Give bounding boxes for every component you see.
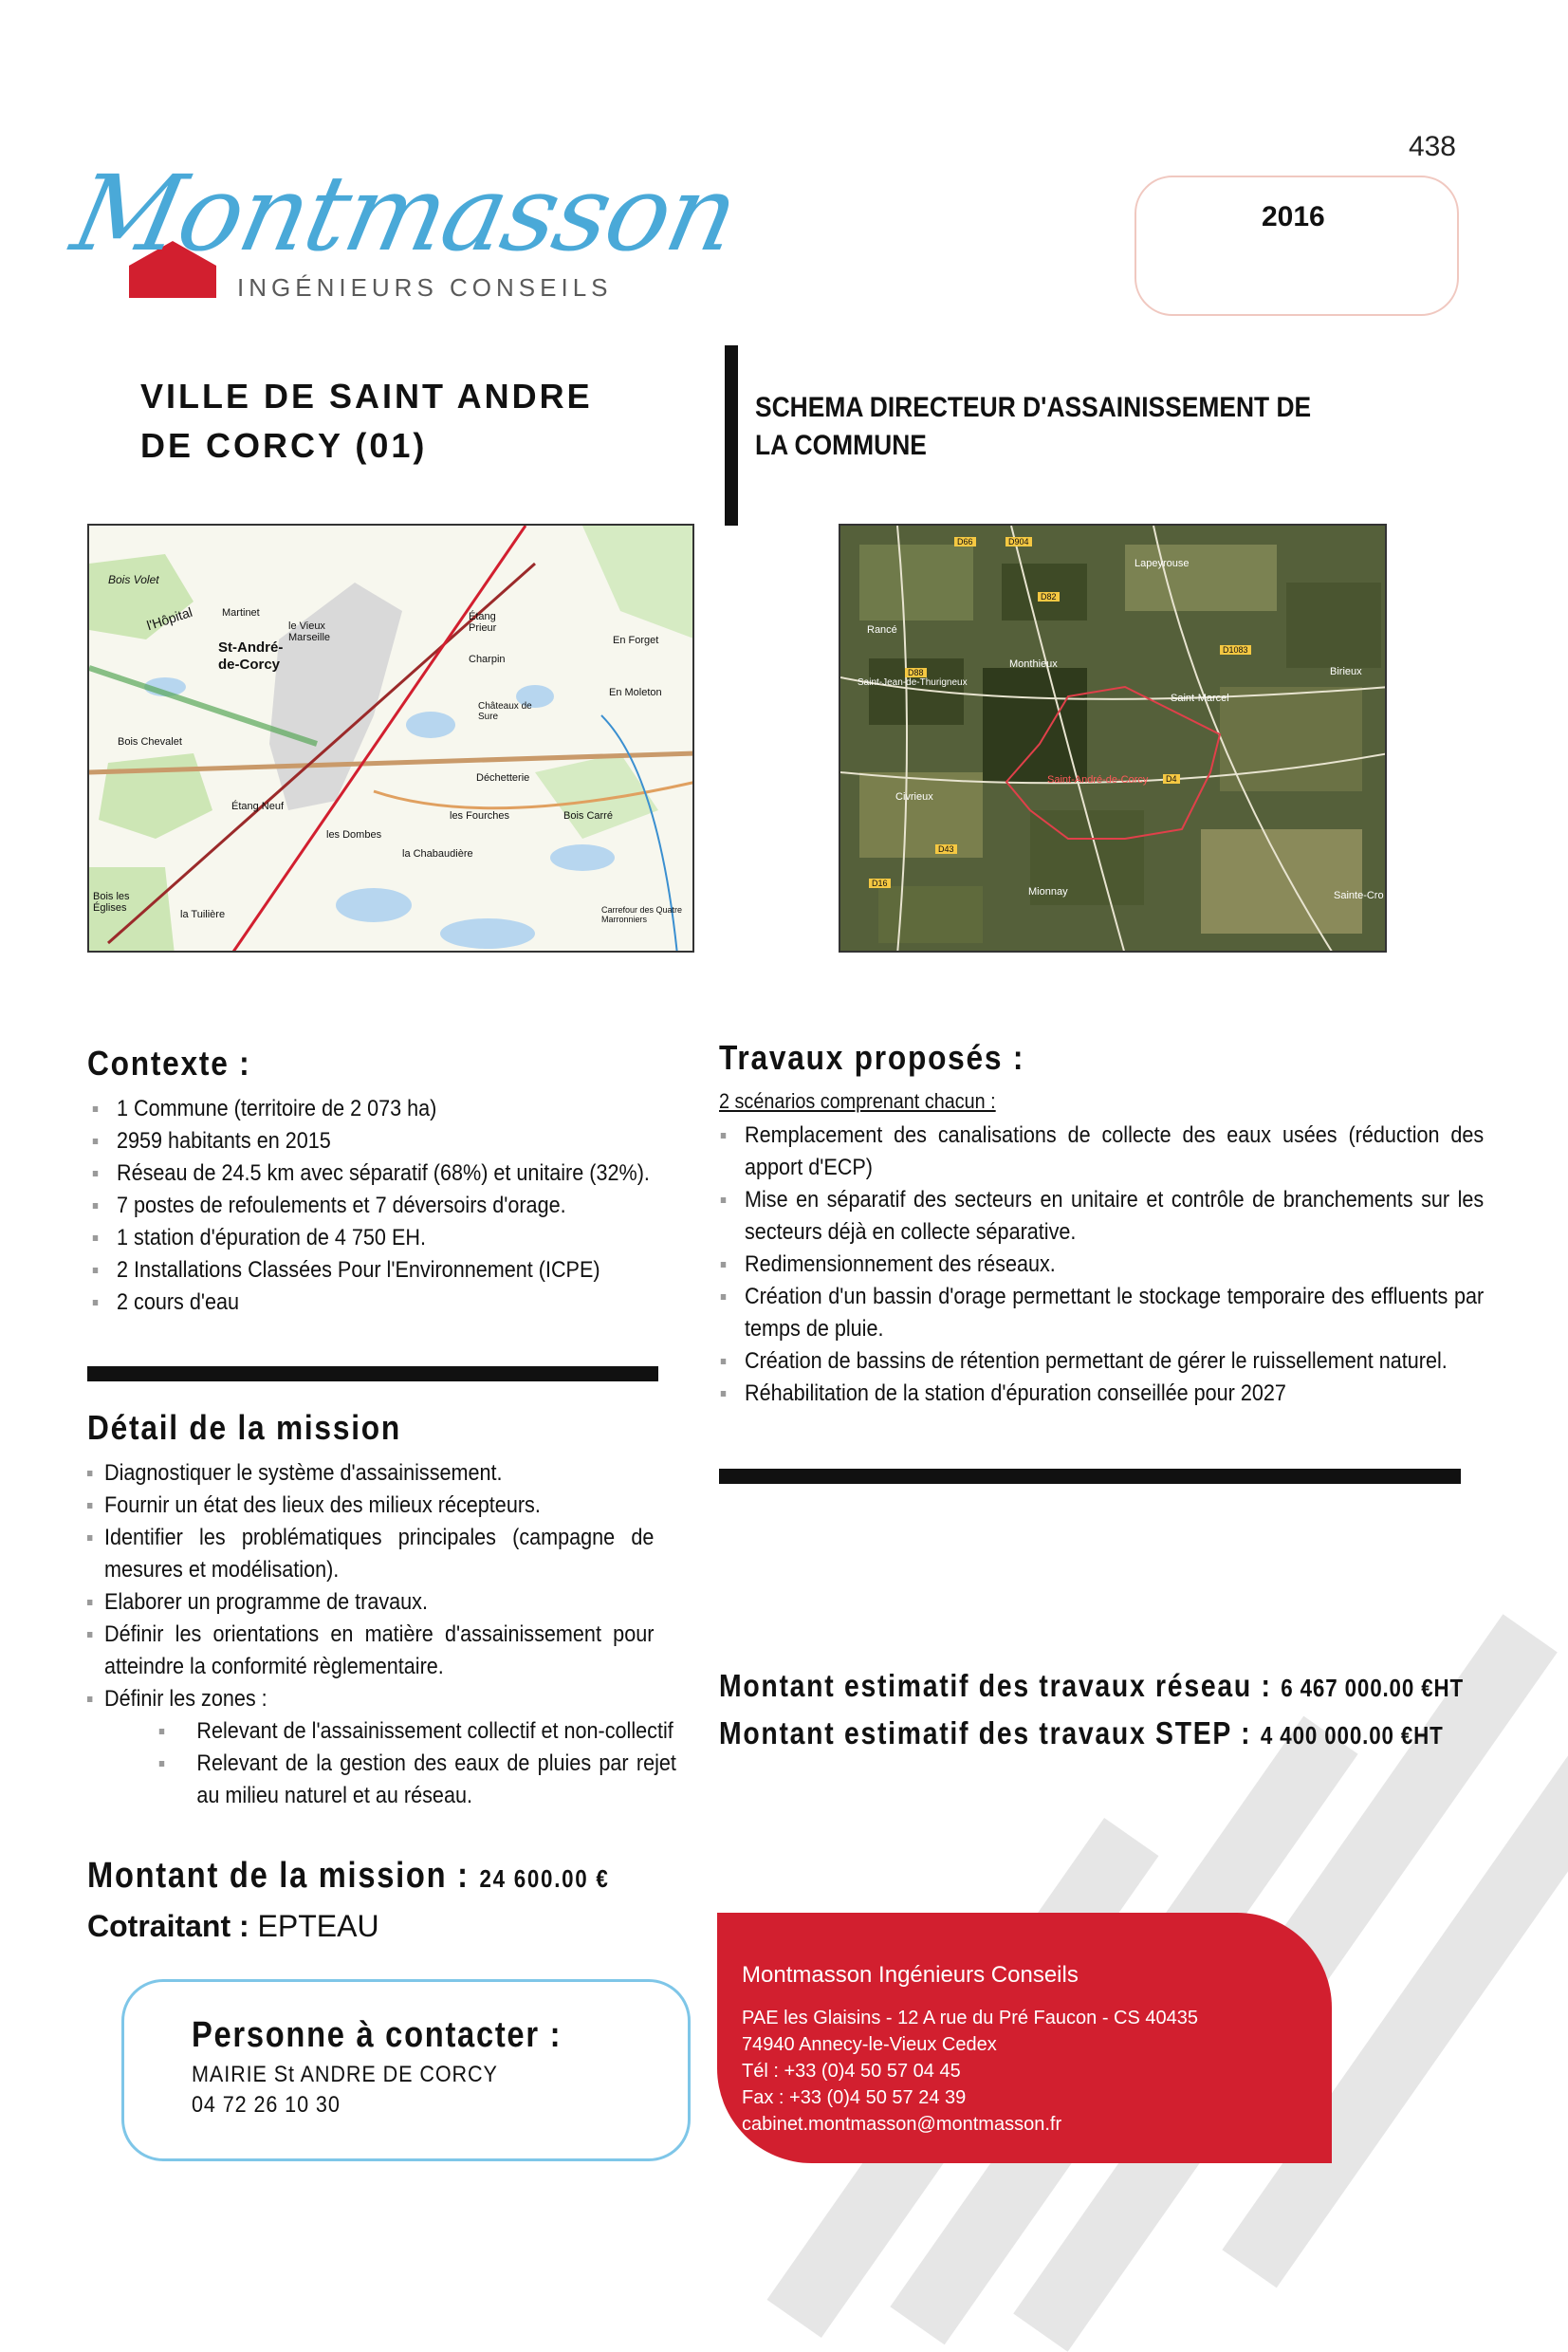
project-title: SCHEMA DIRECTEUR D'ASSAINISSEMENT DE LA COMMUNE xyxy=(755,392,1312,461)
mission-amount-label: Montant de la mission : xyxy=(87,1856,470,1896)
mission-amount-value: 24 600.00 € xyxy=(479,1864,610,1893)
list-item: Définir les zones : xyxy=(87,1683,654,1715)
map-label: Martinet xyxy=(222,607,260,619)
list-item: Redimensionnement des réseaux. xyxy=(719,1249,1484,1281)
road-marker: D1083 xyxy=(1220,645,1251,655)
list-item: Création d'un bassin d'orage permettant le stockage temporaire des effluents par temps de pluie. xyxy=(719,1281,1484,1345)
list-item: 2 cours d'eau xyxy=(91,1287,679,1319)
contact-heading: Personne à contacter : xyxy=(192,2015,563,2055)
map-label: le Vieux Marseille xyxy=(288,620,331,643)
map-label: Déchetterie xyxy=(476,772,530,784)
map-label: la Chabaudière xyxy=(402,848,473,860)
sat-commune-label: Saint-André-de-Corcy xyxy=(1047,774,1149,786)
list-item: Création de bassins de rétention permettant de gérer le ruissellement naturel. xyxy=(719,1345,1484,1378)
footer-email[interactable]: cabinet.montmasson@montmasson.fr xyxy=(742,2114,1062,2135)
travaux-heading: Travaux proposés : xyxy=(719,1038,1025,1077)
amount-reseau-value: 6 467 000.00 €HT xyxy=(1281,1674,1465,1702)
list-item: Mise en séparatif des secteurs en unitaire et contrôle de branchements sur les secteurs déjà en collecte séparative. xyxy=(719,1184,1484,1249)
sat-label: Mionnay xyxy=(1028,886,1068,898)
list-item: 1 station d'épuration de 4 750 EH. xyxy=(91,1222,679,1254)
cotraitant xyxy=(87,1909,379,1944)
sat-label: Rancé xyxy=(867,624,897,636)
year: 2016 xyxy=(1262,201,1325,232)
topographic-map xyxy=(87,524,694,953)
map-town-label: St-André-de-Corcy xyxy=(218,639,284,673)
road-marker: D43 xyxy=(935,844,957,854)
map-label: Bois Volet xyxy=(108,573,159,586)
contexte-list xyxy=(91,1093,655,1319)
road-marker: D904 xyxy=(1005,537,1032,546)
section-divider xyxy=(719,1469,1461,1484)
map-label: Bois les Églises xyxy=(93,891,130,914)
road-marker: D16 xyxy=(869,879,891,888)
logo-script-text: Montmasson xyxy=(63,153,747,274)
amount-step-value: 4 400 000.00 €HT xyxy=(1260,1721,1444,1750)
list-item: Elaborer un programme de travaux. xyxy=(87,1586,654,1619)
sat-label: Lapeyrouse xyxy=(1134,558,1190,569)
travaux-list xyxy=(719,1120,1485,1410)
footer-company: Montmasson Ingénieurs Conseils xyxy=(742,1962,1079,1988)
map-label: Charpin xyxy=(469,654,506,665)
list-item: Fournir un état des lieux des milieux récepteurs. xyxy=(87,1490,654,1522)
road-marker: D66 xyxy=(954,537,976,546)
client-title: VILLE DE SAINT ANDRE DE CORCY (01) xyxy=(140,377,593,465)
list-item: Réhabilitation de la station d'épuration conseillée pour 2027 xyxy=(719,1378,1484,1410)
list-item: 2959 habitants en 2015 xyxy=(91,1125,679,1157)
mission-amount xyxy=(87,1856,610,1897)
map-label: En Moleton xyxy=(609,687,662,698)
company-contact-card xyxy=(717,1913,1332,2163)
satellite-map xyxy=(839,524,1387,953)
footer-address2: 74940 Annecy-le-Vieux Cedex xyxy=(742,2034,997,2055)
year-box xyxy=(1134,176,1459,316)
sat-label: Civrieux xyxy=(895,791,933,803)
footer-address1: PAE les Glaisins - 12 A rue du Pré Faucon - CS 40435 xyxy=(742,2008,1198,2028)
amount-reseau-label: Montant estimatif des travaux réseau : xyxy=(719,1668,1272,1703)
title-divider xyxy=(725,345,738,526)
detail-sublist xyxy=(157,1715,676,1812)
list-item: Définir les orientations en matière d'assainissement pour atteindre la conformité règlementaire. xyxy=(87,1619,654,1683)
sat-label: Sainte-Cro xyxy=(1334,890,1384,901)
cotraitant-label: Cotraitant : xyxy=(87,1909,249,1943)
list-item: 7 postes de refoulements et 7 déversoirs d'orage. xyxy=(91,1190,679,1222)
cotraitant-value: EPTEAU xyxy=(257,1909,379,1943)
sublist-item: Relevant de l'assainissement collectif et non-collectif xyxy=(157,1715,676,1748)
sat-label: Saint-Jean-de-Thurigneux xyxy=(858,677,968,688)
page-number: 438 xyxy=(1408,131,1456,162)
detail-heading: Détail de la mission xyxy=(87,1408,401,1447)
map-label: les Dombes xyxy=(326,829,382,841)
travaux-intro: 2 scénarios comprenant chacun : xyxy=(719,1089,996,1113)
road-marker: D4 xyxy=(1163,774,1180,784)
sat-label: Monthieux xyxy=(1009,658,1058,670)
sat-label: Birieux xyxy=(1330,666,1362,677)
map-label: Bois Chevalet xyxy=(118,736,182,748)
section-divider xyxy=(87,1366,658,1381)
sat-map-drawing xyxy=(840,526,1387,953)
footer-tel: Tél : +33 (0)4 50 57 04 45 xyxy=(742,2061,961,2082)
list-item: 2 Installations Classées Pour l'Environnement (ICPE) xyxy=(91,1254,679,1287)
map-label: Châteaux de Sure xyxy=(478,701,532,722)
map-label: Étang Prieur xyxy=(469,611,497,634)
amount-step xyxy=(719,1715,1444,1751)
map-label: la Tuilière xyxy=(180,909,226,920)
contact-phone: 04 72 26 10 30 xyxy=(192,2092,341,2118)
road-marker: D82 xyxy=(1038,592,1060,602)
road-marker: D88 xyxy=(905,668,927,677)
amount-reseau xyxy=(719,1668,1464,1704)
contexte-heading: Contexte : xyxy=(87,1044,251,1083)
map-label: En Forget xyxy=(613,635,659,646)
map-label: l'Hôpital xyxy=(144,603,194,634)
map-label: Bois Carré xyxy=(563,810,613,822)
map-label: les Fourches xyxy=(450,810,509,822)
detail-list xyxy=(87,1457,655,1715)
contact-name: MAIRIE St ANDRE DE CORCY xyxy=(192,2062,498,2087)
map-label: Étang Neuf xyxy=(231,801,285,812)
footer-fax: Fax : +33 (0)4 50 57 24 39 xyxy=(742,2087,967,2108)
logo-subtitle: INGÉNIEURS CONSEILS xyxy=(237,273,613,302)
list-item: Réseau de 24.5 km avec séparatif (68%) et unitaire (32%). xyxy=(91,1157,679,1190)
list-item: Remplacement des canalisations de collecte des eaux usées (réduction des apport d'ECP) xyxy=(719,1120,1484,1184)
sat-label: Saint-Marcel xyxy=(1171,693,1229,704)
amount-step-label: Montant estimatif des travaux STEP : xyxy=(719,1715,1252,1750)
sublist-item: Relevant de la gestion des eaux de pluies par rejet au milieu naturel et au réseau. xyxy=(157,1748,676,1812)
list-item: 1 Commune (territoire de 2 073 ha) xyxy=(91,1093,679,1125)
list-item: Identifier les problématiques principales (campagne de mesures et modélisation). xyxy=(87,1522,654,1586)
map-label: Carrefour des Quatre Marronniers xyxy=(601,905,683,924)
list-item: Diagnostiquer le système d'assainissement. xyxy=(87,1457,654,1490)
